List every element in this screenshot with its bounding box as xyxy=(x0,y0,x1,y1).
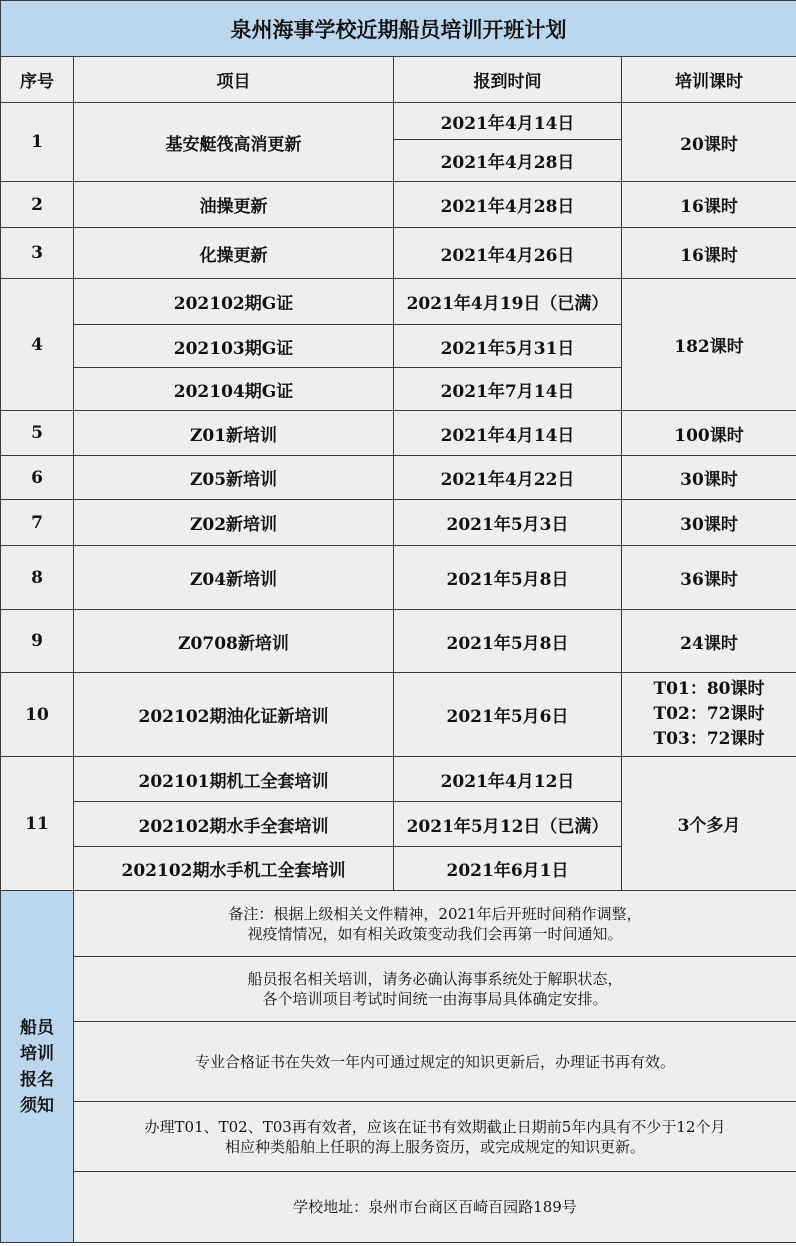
hours-cell: 16课时 xyxy=(622,182,796,228)
row-number: 8 xyxy=(1,546,74,610)
row-number: 11 xyxy=(1,757,74,891)
row-number: 10 xyxy=(1,673,74,757)
date-cell: 2021年7月14日 xyxy=(394,368,622,411)
note-row xyxy=(1,957,796,1022)
date-cell: 2021年4月14日 xyxy=(394,411,622,456)
note-row xyxy=(1,1022,796,1102)
date-cell: 2021年5月3日 xyxy=(394,500,622,546)
table-row xyxy=(1,182,796,228)
note-row xyxy=(1,891,796,957)
table-row xyxy=(1,411,796,456)
hours-cell-line: T02：72课时 xyxy=(653,704,765,724)
note-text-line: 视疫情情况，如有相关政策变动我们会再第一时间通知。 xyxy=(247,924,623,943)
date-cell: 2021年4月28日 xyxy=(394,182,622,228)
hours-cell: 100课时 xyxy=(622,411,796,456)
header-item: 项目 xyxy=(74,57,394,103)
row-number: 4 xyxy=(1,279,74,411)
table-body xyxy=(1,1,796,1243)
hours-cell: 30课时 xyxy=(622,500,796,546)
note-row xyxy=(1,1172,796,1243)
note-text-line: 各个培训项目考试时间统一由海事局具体确定安排。 xyxy=(262,990,608,1008)
item-cell: 202102期油化证新培训 xyxy=(74,673,394,757)
hours-cell: 16课时 xyxy=(622,228,796,279)
row-number: 5 xyxy=(1,411,74,456)
note-text xyxy=(74,1022,796,1102)
hours-cell: 30课时 xyxy=(622,456,796,500)
header-date: 报到时间 xyxy=(394,57,622,103)
notes-label-line: 报名 xyxy=(20,1069,54,1090)
date-cell: 2021年5月8日 xyxy=(394,546,622,610)
note-text-line: 专业合格证书在失效一年内可通过规定的知识更新后，办理证书再有效。 xyxy=(194,1052,675,1071)
notes-label xyxy=(1,891,74,1243)
date-cell: 2021年4月14日 xyxy=(394,103,622,140)
row-number: 2 xyxy=(1,182,74,228)
header-row xyxy=(1,57,796,103)
header-no: 序号 xyxy=(1,57,74,103)
note-text xyxy=(74,1172,796,1243)
item-cell: 202102期G证 xyxy=(74,279,394,325)
note-text-line: 办理T01、T02、T03再有效者，应该在证书有效期截止日期前5年内具有不少于12个月 xyxy=(144,1117,726,1136)
date-cell: 2021年4月22日 xyxy=(394,456,622,500)
hours-cell: 3个多月 xyxy=(622,757,796,891)
item-cell: 202102期水手全套培训 xyxy=(74,802,394,847)
item-cell: 基安艇筏高消更新 xyxy=(74,103,394,182)
date-cell: 2021年6月1日 xyxy=(394,847,622,891)
row-number: 6 xyxy=(1,456,74,500)
row-number: 9 xyxy=(1,610,74,673)
item-cell: Z0708新培训 xyxy=(74,610,394,673)
item-cell: Z01新培训 xyxy=(74,411,394,456)
item-cell: 202103期G证 xyxy=(74,325,394,368)
table-row xyxy=(1,456,796,500)
hours-cell-line: T01：80课时 xyxy=(653,679,765,699)
hours-cell: 20课时 xyxy=(622,103,796,182)
date-cell: 2021年5月31日 xyxy=(394,325,622,368)
page-title: 泉州海事学校近期船员培训开班计划 xyxy=(1,1,796,57)
date-cell: 2021年4月26日 xyxy=(394,228,622,279)
header-hours: 培训课时 xyxy=(622,57,796,103)
table-row xyxy=(1,500,796,546)
table-row xyxy=(1,610,796,673)
item-cell: Z04新培训 xyxy=(74,546,394,610)
item-cell: 油操更新 xyxy=(74,182,394,228)
note-text xyxy=(74,891,796,957)
date-cell: 2021年5月8日 xyxy=(394,610,622,673)
date-cell: 2021年4月28日 xyxy=(394,140,622,182)
table-row xyxy=(1,228,796,279)
item-cell: 202102期水手机工全套培训 xyxy=(74,847,394,891)
row-number: 7 xyxy=(1,500,74,546)
hours-cell xyxy=(622,673,796,757)
table-row xyxy=(1,279,796,325)
item-cell: 202104期G证 xyxy=(74,368,394,411)
hours-cell: 36课时 xyxy=(622,546,796,610)
table-row xyxy=(1,546,796,610)
note-text-line: 船员报名相关培训，请务必确认海事系统处于解职状态， xyxy=(247,970,623,988)
note-text xyxy=(74,957,796,1022)
item-cell: 202101期机工全套培训 xyxy=(74,757,394,802)
notes-label-line: 培训 xyxy=(20,1043,54,1064)
item-cell: Z05新培训 xyxy=(74,456,394,500)
note-text-line: 相应种类船舶上任职的海上服务资历，或完成规定的知识更新。 xyxy=(224,1137,645,1156)
row-number: 1 xyxy=(1,103,74,182)
date-cell: 2021年4月12日 xyxy=(394,757,622,802)
row-number: 3 xyxy=(1,228,74,279)
hours-cell: 24课时 xyxy=(622,610,796,673)
note-row xyxy=(1,1102,796,1172)
note-text xyxy=(74,1102,796,1172)
date-cell: 2021年5月12日（已满） xyxy=(394,802,622,847)
date-cell: 2021年5月6日 xyxy=(394,673,622,757)
item-cell: Z02新培训 xyxy=(74,500,394,546)
table-row xyxy=(1,757,796,802)
notes-label-line: 船员 xyxy=(20,1017,54,1038)
date-cell: 2021年4月19日（已满） xyxy=(394,279,622,325)
table-row xyxy=(1,103,796,140)
note-text-line: 备注：根据上级相关文件精神，2021年后开班时间稍作调整， xyxy=(228,904,642,923)
hours-cell-line: T03：72课时 xyxy=(653,729,765,749)
notes-label-line: 须知 xyxy=(20,1095,54,1116)
note-text-line: 学校地址：泉州市台商区百崎百园路189号 xyxy=(293,1198,577,1216)
hours-cell: 182课时 xyxy=(622,279,796,411)
item-cell: 化操更新 xyxy=(74,228,394,279)
table-row xyxy=(1,673,796,757)
title-row xyxy=(1,1,796,57)
